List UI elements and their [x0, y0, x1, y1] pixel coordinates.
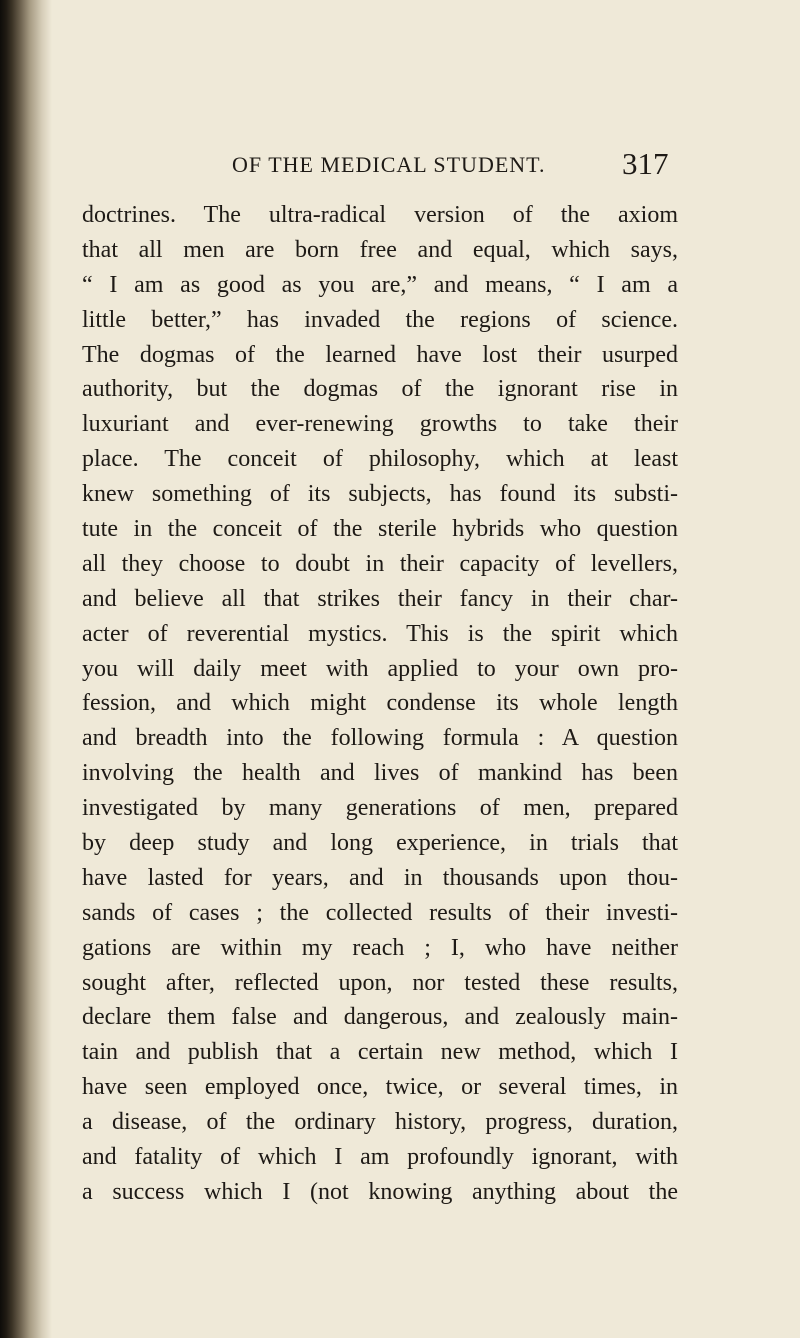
text-line: luxuriant and ever-renewing growths to take their — [82, 411, 678, 438]
text-line: sands of cases ; the collected results of their investi- — [82, 899, 678, 926]
text-line: you will daily meet with applied to your own pro- — [82, 655, 678, 682]
text-line: tute in the conceit of the sterile hybrids who question — [82, 516, 678, 543]
text-line: and fatality of which I am profoundly ignorant, with — [82, 1144, 678, 1171]
text-line: acter of reverential mystics. This is the spirit which — [82, 620, 678, 647]
text-line: involving the health and lives of mankind has been — [82, 760, 678, 787]
text-line: that all men are born free and equal, which says, — [82, 236, 678, 263]
text-line: doctrines. The ultra-radical version of the axiom — [82, 202, 678, 228]
text-line: a disease, of the ordinary history, progress, duration, — [82, 1109, 678, 1136]
text-line: a success which I (not knowing anything about the — [82, 1178, 678, 1205]
text-line: little better,” has invaded the regions of science. — [82, 306, 678, 333]
text-line: by deep study and long experience, in trials that — [82, 830, 678, 857]
text-line: gations are within my reach ; I, who have neither — [82, 934, 678, 961]
text-line: and believe all that strikes their fancy in their char- — [82, 585, 678, 612]
text-line: have lasted for years, and in thousands upon thou- — [82, 864, 678, 891]
running-head-title: OF THE MEDICAL STUDENT. — [232, 152, 546, 177]
text-line: knew something of its subjects, has found its substi- — [82, 481, 678, 508]
text-line: authority, but the dogmas of the ignorant rise in — [82, 376, 678, 403]
text-line: have seen employed once, twice, or several times, in — [82, 1074, 678, 1101]
text-line: The dogmas of the learned have lost their usurped — [82, 341, 678, 368]
body-text — [82, 198, 678, 1210]
text-line: place. The conceit of philosophy, which at least — [82, 446, 678, 473]
running-head — [0, 146, 800, 186]
page-number: 317 — [622, 146, 669, 181]
text-line: declare them false and dangerous, and zealously main- — [82, 1004, 678, 1031]
text-line: all they choose to doubt in their capacity of levellers, — [82, 550, 678, 577]
text-line: and breadth into the following formula : A question — [82, 725, 678, 752]
text-line: tain and publish that a certain new method, which I — [82, 1039, 678, 1066]
text-line: fession, and which might condense its whole length — [82, 690, 678, 717]
text-line: sought after, reflected upon, nor tested these results, — [82, 969, 678, 996]
text-line: investigated by many generations of men, prepared — [82, 795, 678, 822]
text-line: “ I am as good as you are,” and means, “ I am a — [82, 271, 678, 298]
